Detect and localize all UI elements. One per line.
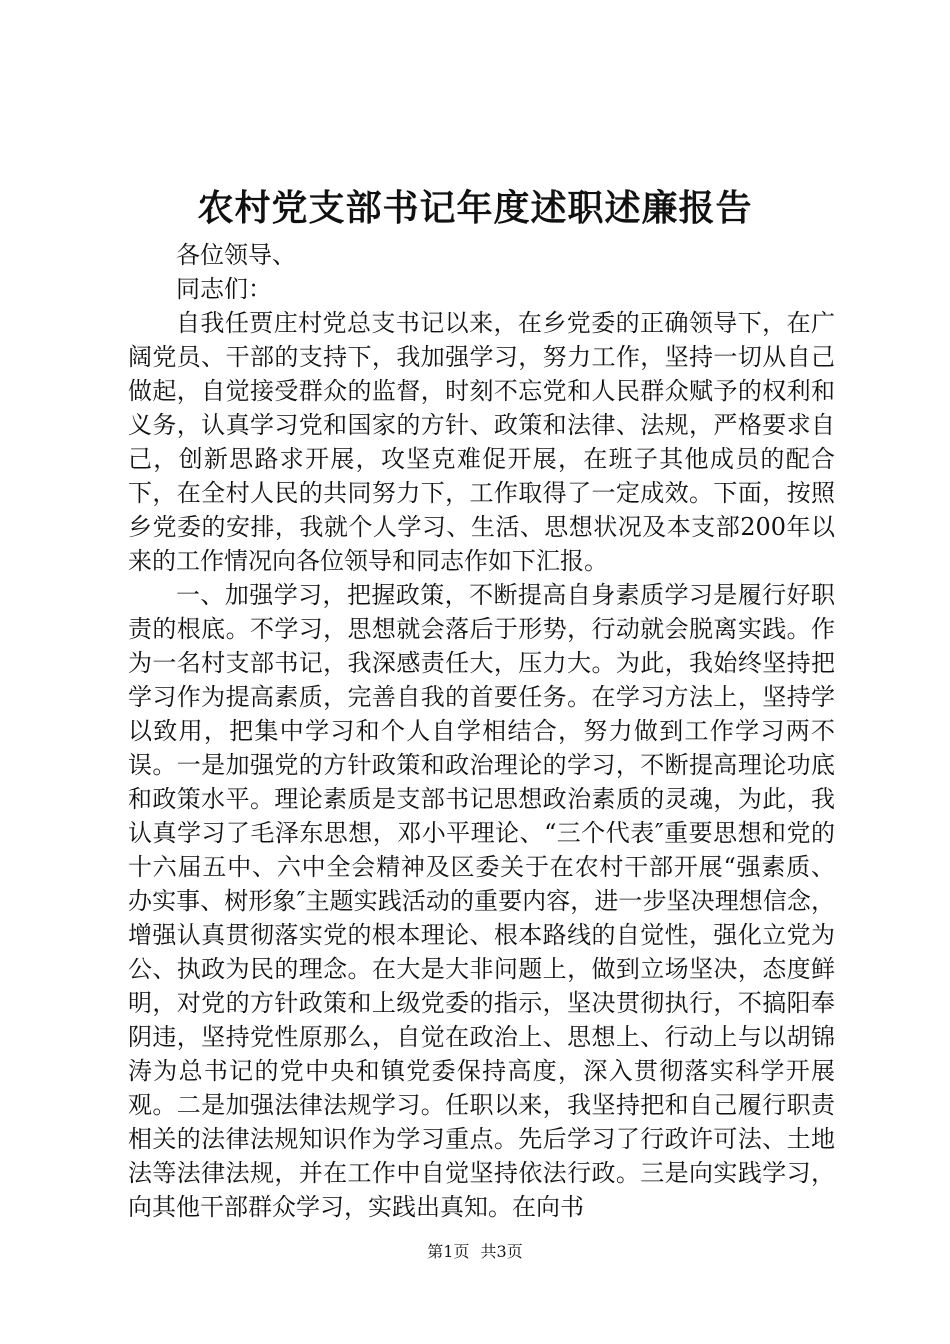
page-footer	[0, 1240, 950, 1264]
body-paragraph: 自我任贾庄村党总支书记以来，在乡党委的正确领导下，在广阔党员、干部的支持下，我加强学习，努力工作，坚持一切从自己做起，自觉接受群众的监督，时刻不忘党和人民群众赋予的权利和义务，认真学习党和国家的方针、政策和法律、法规，严格要求自己，创新思路求开展，攻坚克难促开展，在班子其他成员的配合下，在全村人民的共同努力下，工作取得了一定成效。下面，按照乡党委的安排，我就个人学习、生活、思想状况及本支部200年以来的工作情况向各位领导和同志作如下汇报。	[128, 309, 835, 575]
page-number: 第1页	[427, 1242, 470, 1261]
salutation-line: 各位领导、	[176, 241, 296, 269]
document-title: 农村党支部书记年度述职述廉报告	[197, 187, 753, 229]
page-total: 共3页	[480, 1242, 523, 1261]
salutation-line: 同志们：	[176, 275, 272, 303]
body-paragraph: 一、加强学习，把握政策，不断提高自身素质学习是履行好职责的根底。不学习，思想就会落后于形势，行动就会脱离实践。作为一名村支部书记，我深感责任大，压力大。为此，我始终坚持把学习作为提高素质，完善自我的首要任务。在学习方法上，坚持学以致用，把集中学习和个人自学相结合，努力做到工作学习两不误。一是加强党的方针政策和政治理论的学习，不断提高理论功底和政策水平。理论素质是支部书记思想政治素质的灵魂，为此，我认真学习了毛泽东思想，邓小平理论、“三个代表″重要思想和党的十六届五中、六中全会精神及区委关于在农村干部开展“强素质、办实事、树形象″主题实践活动的重要内容，进一步坚决理想信念，增强认真贯彻落实党的根本理论、根本路线的自觉性，强化立党为公、执政为民的理念。在大是大非问题上，做到立场坚决，态度鲜明，对党的方针政策和上级党委的指示，坚决贯彻执行，不搞阳奉阴违，坚持党性原那么，自觉在政治上、思想上、行动上与以胡锦涛为总书记的党中央和镇党委保持高度，深入贯彻落实科学开展观。二是加强法律法规学习。任职以来，我坚持把和自己履行职责相关的法律法规知识作为学习重点。先后学习了行政许可法、土地法等法律法规，并在工作中自觉坚持依法行政。三是向实践学习，向其他干部群众学习，实践出真知。在向书	[128, 581, 835, 1221]
document-body	[128, 238, 835, 1224]
